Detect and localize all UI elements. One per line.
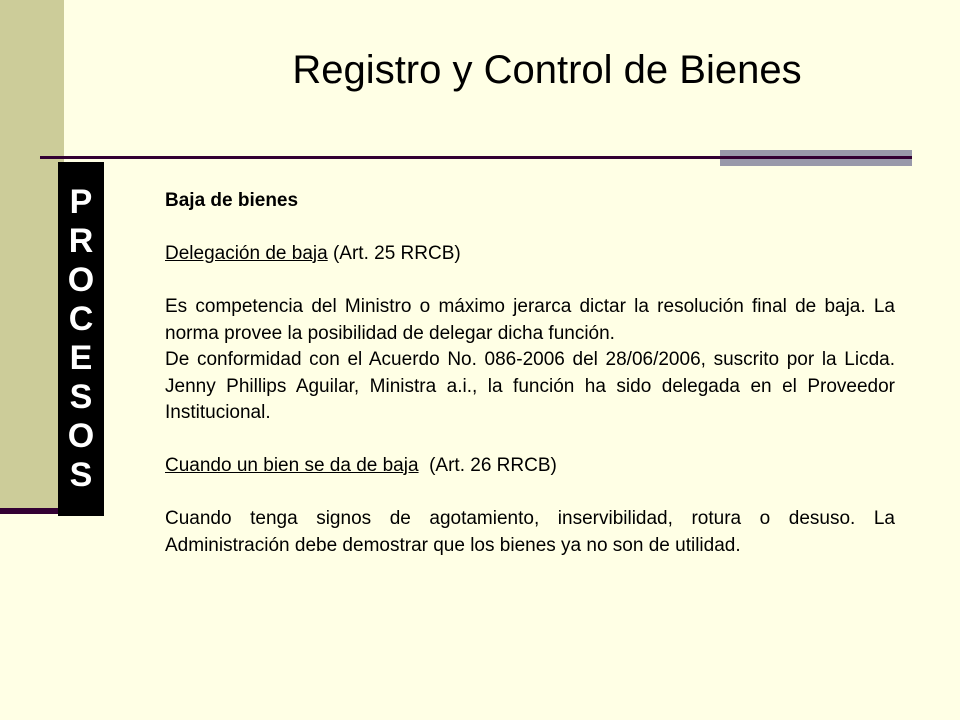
procesos-vertical-label	[58, 162, 104, 516]
vertical-letter: S	[69, 378, 93, 416]
cuando-reference: (Art. 26 RRCB)	[418, 455, 557, 476]
subsection-cuando	[165, 453, 895, 480]
vertical-letter: O	[67, 417, 95, 455]
vertical-letter: O	[67, 261, 95, 299]
vertical-letter: R	[68, 222, 94, 260]
delegacion-link[interactable]: Delegación de baja	[165, 243, 328, 264]
left-band-bottom-line	[0, 508, 58, 514]
slide-content	[165, 188, 895, 559]
subsection-delegacion	[165, 241, 895, 268]
cuando-link[interactable]: Cuando un bien se da de baja	[165, 455, 419, 476]
vertical-letter: S	[69, 456, 93, 494]
delegacion-reference: (Art. 25 RRCB)	[327, 243, 461, 264]
divider-accent-line	[720, 156, 912, 159]
vertical-letter: P	[69, 183, 93, 221]
paragraph-competencia: Es competencia del Ministro o máximo jerarca dictar la resolución final de baja. La norma provee la posibilidad de delegar dicha función.	[165, 296, 895, 344]
paragraph-acuerdo: De conformidad con el Acuerdo No. 086-2006 del 28/06/2006, suscrito por la Licda. Jenny Phillips Aguilar, Ministra a.i., la función ha sido delegada en el Proveedor Institucional.	[165, 349, 895, 423]
paragraph-signos: Cuando tenga signos de agotamiento, inservibilidad, rotura o desuso. La Administración debe demostrar que los bienes ya no son de utilidad.	[165, 508, 895, 556]
vertical-letter: E	[69, 339, 93, 377]
vertical-letter: C	[68, 300, 94, 338]
section-heading: Baja de bienes	[165, 190, 299, 211]
slide-title: Registro y Control de Bienes	[292, 48, 802, 92]
